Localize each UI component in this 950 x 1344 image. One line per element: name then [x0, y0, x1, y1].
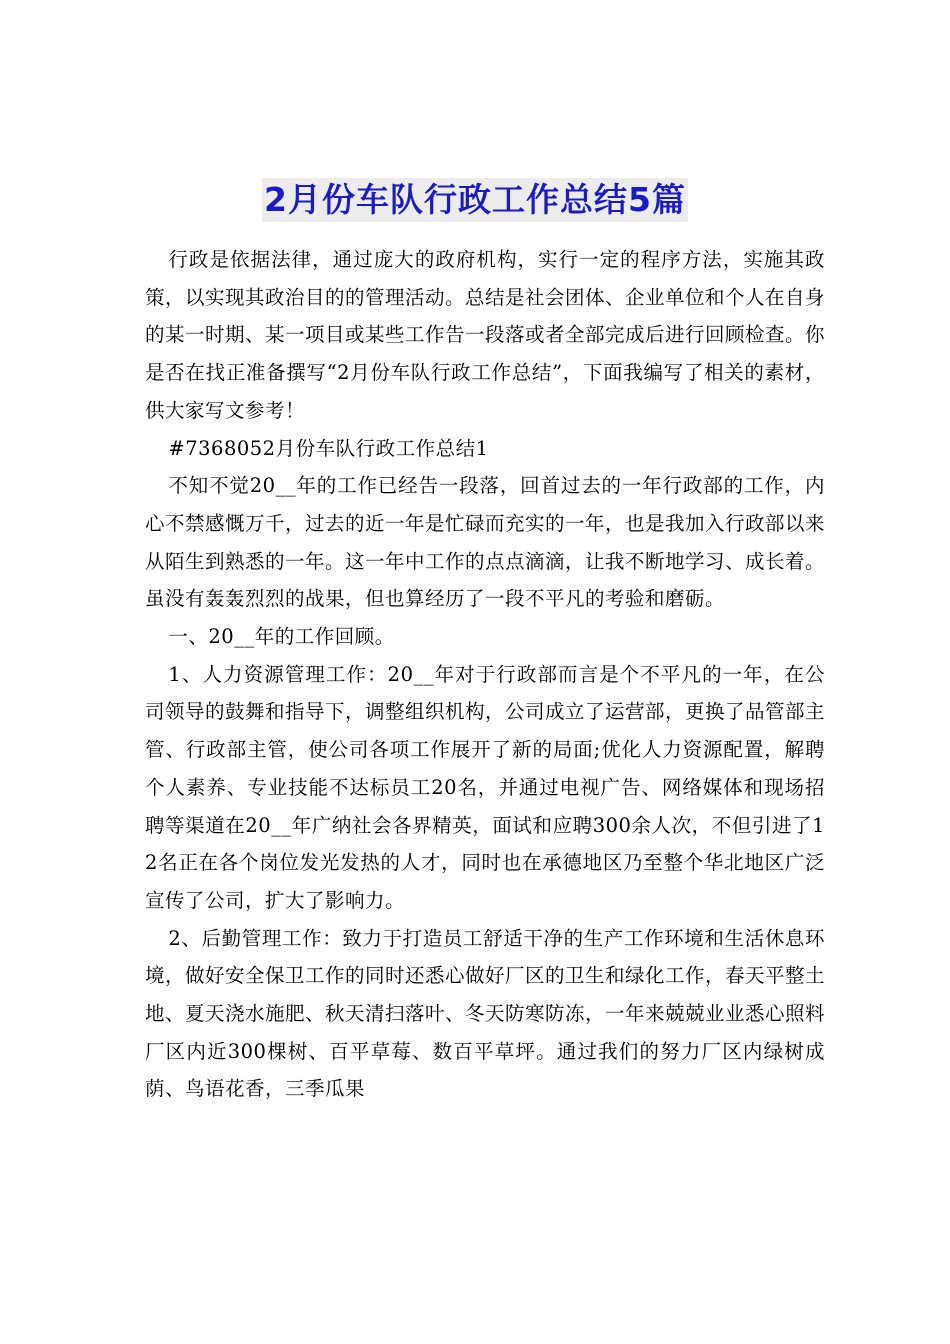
- intro-paragraph: 行政是依据法律，通过庞大的政府机构，实行一定的程序方法，实施其政策，以实现其政治目的的管理活动。总结是社会团体、企业单位和个人在自身的某一时期、某一项目或某些工作告一段落或者全部完成后进行回顾检查。你是否在找正准备撰写“2月份车队行政工作总结”，下面我编写了相关的素材，供大家写文参考！: [145, 248, 826, 422]
- body-paragraph-hr: 1、人力资源管理工作：20__年对于行政部而言是个不平凡的一年，在公司领导的鼓舞和指导下，调整组织机构，公司成立了运营部，更换了品管部主管、行政部主管，使公司各项工作展开了新的局面;优化人力资源配置，解聘个人素养、专业技能不达标员工20名，并通过电视广告、网络媒体和现场招聘等渠道在20__年广纳社会各界精英，面试和应聘300余人次，不但引进了12名正在各个岗位发光发热的人才，同时也在承德地区乃至整个华北地区广泛宣传了公司，扩大了影响力。: [145, 662, 826, 912]
- document-title: 2月份车队行政工作总结5篇: [262, 178, 688, 222]
- subsection-heading: 一、20__年的工作回顾。: [168, 625, 395, 649]
- title-container: [0, 178, 950, 222]
- document-body: [145, 241, 825, 1108]
- body-paragraph-logistics: 2、后勤管理工作：致力于打造员工舒适干净的生产工作环境和生活休息环境，做好安全保卫工作的同时还悉心做好厂区的卫生和绿化工作，春天平整土地、夏天浇水施肥、秋天清扫落叶、冬天防寒防冻，一年来兢兢业业悉心照料厂区内近300棵树、百平草莓、数百平草坪。通过我们的努力厂区内绿树成荫、鸟语花香，三季瓜果: [145, 926, 826, 1101]
- section-heading-1: #7368052月份车队行政工作总结1: [168, 436, 489, 460]
- body-paragraph: 不知不觉20__年的工作已经告一段落，回首过去的一年行政部的工作，内心不禁感慨万千，过去的近一年是忙碌而充实的一年，也是我加入行政部以来从陌生到熟悉的一年。这一年中工作的点点滴滴，让我不断地学习、成长着。虽没有轰轰烈烈的战果，但也算经历了一段不平凡的考验和磨砺。: [145, 474, 826, 611]
